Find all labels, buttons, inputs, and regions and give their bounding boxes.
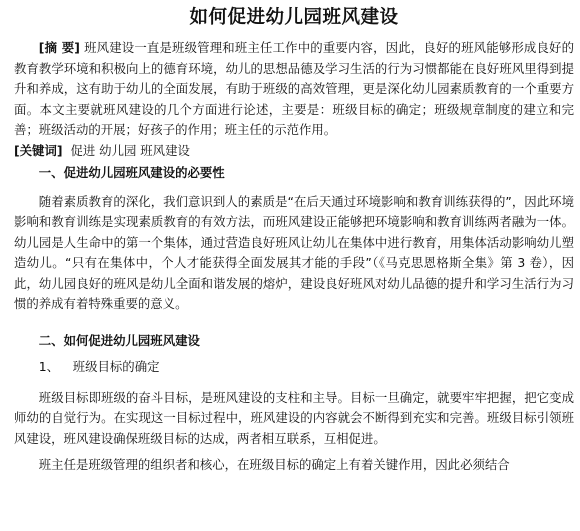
section1-heading: 一、促进幼儿园班风建设的必要性 bbox=[38, 165, 225, 180]
section2-subheading-1 bbox=[14, 357, 574, 378]
subheading-number: 1、 bbox=[38, 359, 60, 374]
abstract-text: 班风建设一直是班级管理和班主任工作中的重要内容，因此，良好的班风能够形成良好的教育教学环境和积极向上的德育环境，幼儿的思想品德及学习生活的行为习惯都能在良好班风里得到提升和养成，这有助于幼儿的全面发展，有助于班级的高效管理，更是深化幼儿园素质教育的一个重要方面。本文主要就班风建设的几个方面进行论述，主要是：班级目标的确定；班级规章制度的建立和完善；班级活动的开展；好孩子的作用；班主任的示范作用。 bbox=[14, 40, 575, 137]
subheading-title: 班级目标的确定 bbox=[72, 359, 160, 374]
abstract-paragraph bbox=[14, 38, 574, 141]
keywords-text: 促进 幼儿园 班风建设 bbox=[70, 142, 190, 158]
section2-sub1-paragraph-2: 班主任是班级管理的组织者和核心，在班级目标的确定上有着关键作用，因此必须结合 bbox=[38, 457, 510, 472]
abstract-tag: [摘 要] bbox=[38, 40, 80, 55]
section2-sub1-paragraph-1: 班级目标即班级的奋斗目标，是班风建设的支柱和主导。目标一旦确定，就要牢牢把握，把它变成师幼的自觉行为。在实现这一目标过程中，班风建设的内容就会不断得到充实和完善。班级目标引领班风建设，班风建设确保班级目标的达成，两者相互联系，互相促进。 bbox=[14, 389, 574, 446]
section1-paragraph: 随着素质教育的深化，我们意识到人的素质是“在后天通过环境影响和教育训练获得的”，因此环境影响和教育训练是实现素质教育的有效方法，而班风建设正能够把环境影响和教育训练两者融为一体。幼儿园是人生命中的第一个集体，通过营造良好班风让幼儿在集体中进行教育，用集体活动影响幼儿塑造幼儿。“只有在集体中，个人才能获得全面发展其才能的手段”（《马克思恩格斯全集》第 3 卷），因此，幼儿园良好的班风是幼儿全面和谐发展的熔炉，建设良好班风对幼儿品德的提升和学习生活行为习惯的养成有着特殊重要的意义。 bbox=[14, 193, 574, 311]
document-title: 如何促进幼儿园班风建设 bbox=[189, 7, 399, 28]
keywords-line bbox=[14, 141, 574, 162]
section2-heading: 二、如何促进幼儿园班风建设 bbox=[38, 332, 200, 348]
keywords-tag: [关键词] bbox=[14, 142, 63, 158]
